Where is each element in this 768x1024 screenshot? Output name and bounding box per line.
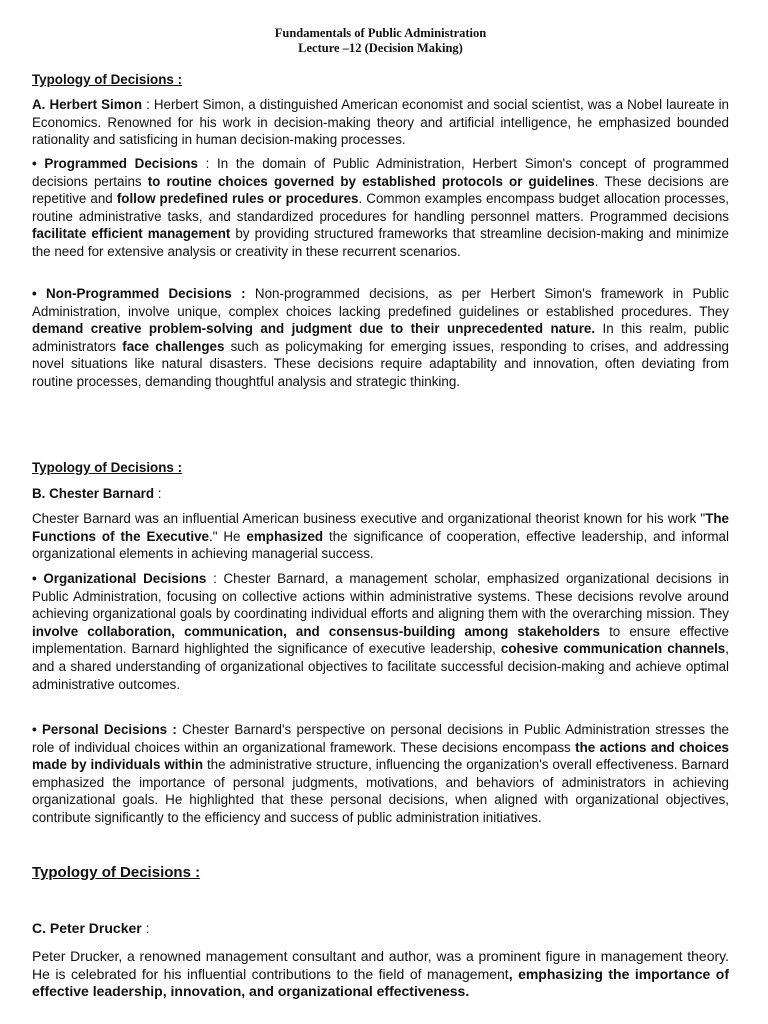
section-c-heading: Typology of Decisions : [32,864,201,881]
document-title: Fundamentals of Public Administration [274,26,487,40]
document-subtitle: Lecture –12 (Decision Making) [298,41,463,55]
bullet-organizational-decisions: • Organizational Decisions : Chester Barnard, a management scholar, emphasized organizational decisions in Public Administration, focusing on collective actions within administrative systems. These decisions revolve around achieving organizational goals by coordinating individual efforts and aligning them with the overarching mission. They involve collaboration, communication, and consensus-building among stakeholders to ensure effective implementation. Barnard highlighted the significance of executive leadership, cohesive communication channels, and a shared understanding of organizational objectives to facilitate successful decision-making and achieve optimal administrative outcomes. [32,571,729,692]
author-label: C. Peter Drucker [32,920,142,936]
bullet-non-programmed-decisions: • Non-Programmed Decisions : Non-programmed decisions, as per Herbert Simon's framework in Public Administration, involve unique, complex choices lacking predefined guidelines or established procedures. They demand creative problem-solving and judgment due to their unprecedented nature. In this realm, public administrators face challenges such as policymaking for emerging issues, responding to crises, and addressing novel situations like natural disasters. These decisions require adaptability and innovation, often deviating from routine processes, demanding thoughtful analysis and strategic thinking. [32,286,729,389]
section-b-author: B. Chester Barnard : [32,486,162,501]
author-label: A. Herbert Simon [32,97,143,112]
section-c-author: C. Peter Drucker : [32,920,150,936]
author-label: B. Chester Barnard [32,486,155,501]
bullet-personal-decisions: • Personal Decisions : Chester Barnard's perspective on personal decisions in Public Administration stresses the role of individual choices within an organizational framework. These decisions encompass the actions and choices made by individuals within the administrative structure, influencing the organization's overall effectiveness. Barnard emphasized the importance of personal judgments, motivations, and behaviors of administrators in achieving organizational goals. He highlighted that these personal decisions, when aligned with organizational objectives, contribute significantly to the efficiency and success of public administration initiatives. [32,722,729,825]
section-b-intro: Chester Barnard was an influential American business executive and organizational theorist known for his work "The Functions of the Executive." He emphasized the significance of cooperation, effective leadership, and informal organizational elements in achieving managerial success. [32,511,729,562]
bullet-programmed-decisions: • Programmed Decisions : In the domain of Public Administration, Herbert Simon's concept of programmed decisions pertains to routine choices governed by established protocols or guidelines. These decisions are repetitive and follow predefined rules or procedures. Common examples encompass budget allocation processes, routine administrative tasks, and standardized procedures for handling personnel matters. Programmed decisions facilitate efficient management by providing structured frameworks that streamline decision-making and minimize the need for extensive analysis or creativity in these recurrent scenarios. [32,156,730,259]
section-a-intro: A. Herbert Simon : Herbert Simon, a distinguished American economist and social scientist, was a Nobel laureate in Economics. Renowned for his work in decision-making theory and artificial intelligence, he emphasized bounded rationality and satisficing in human decision-making processes. [32,97,729,148]
section-c-intro: Peter Drucker, a renowned management consultant and author, was a prominent figure in management theory. He is celebrated for his influential contributions to the field of management, emphasizing the importance of effective leadership, innovation, and organizational effectiveness. [32,948,729,1000]
section-b-heading: Typology of Decisions : [32,460,183,475]
section-a-heading: Typology of Decisions : [32,72,183,87]
